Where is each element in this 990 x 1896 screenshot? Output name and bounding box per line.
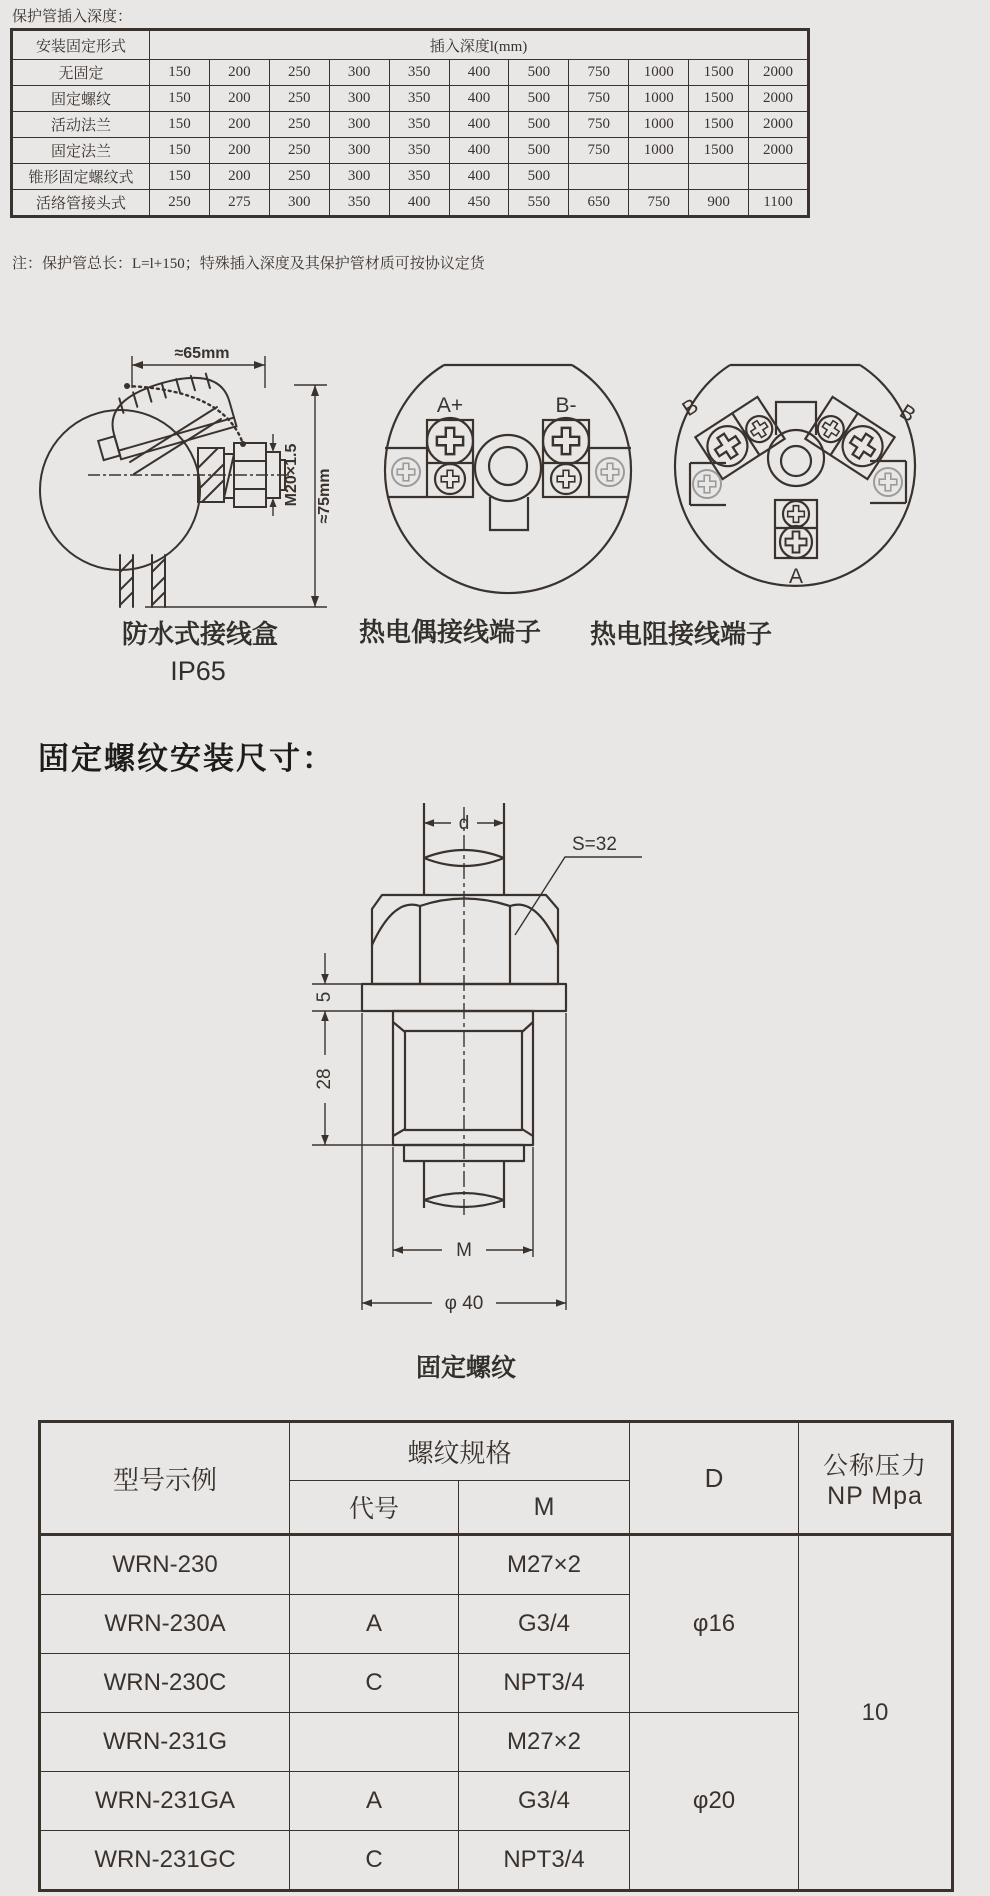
stem <box>120 555 165 607</box>
table-cell: 200 <box>209 86 269 112</box>
terminal-a-label: A <box>788 565 804 588</box>
terminal-block-b2 <box>805 397 894 479</box>
terminal-a-label: A+ <box>436 394 464 417</box>
m-cell: G3/4 <box>459 1595 630 1654</box>
table-cell: 750 <box>629 190 689 217</box>
d-header: D <box>630 1422 799 1535</box>
code-header: 代号 <box>290 1481 459 1535</box>
table-row <box>12 190 809 217</box>
model-cell: WRN-231GA <box>40 1772 290 1831</box>
table-cell: 750 <box>569 138 629 164</box>
table-cell: 550 <box>509 190 569 217</box>
table-cell: 350 <box>389 112 449 138</box>
code-cell: C <box>290 1831 459 1891</box>
terminal-disc <box>385 365 631 593</box>
row-label: 活络管接头式 <box>12 190 150 217</box>
table-note: 注：保护管总长：L=l+150；特殊插入深度及其保护管材质可按协议定货 <box>12 256 485 272</box>
m-header: M <box>459 1481 630 1535</box>
table-cell: 275 <box>209 190 269 217</box>
table-cell: 2000 <box>749 112 809 138</box>
table-cell: 150 <box>150 112 210 138</box>
table-cell: 1000 <box>629 86 689 112</box>
table-cell: 450 <box>449 190 509 217</box>
table-cell: 2000 <box>749 138 809 164</box>
table-cell: 1000 <box>629 60 689 86</box>
thread-size-label: M20×1.5 <box>283 443 300 507</box>
table-cell: 900 <box>689 190 749 217</box>
terminal-b2-label: B <box>895 400 920 428</box>
height-dimension-label: ≈75mm <box>316 468 333 524</box>
table-cell: 1500 <box>689 112 749 138</box>
terminal-block-a <box>427 418 473 497</box>
corner-header: 安装固定形式 <box>12 30 150 60</box>
model-cell: WRN-231GC <box>40 1831 290 1891</box>
pressure-header-line2: NP Mpa <box>827 1481 923 1510</box>
table-row <box>12 138 809 164</box>
junction-box-drawing <box>30 340 340 615</box>
model-cell: WRN-231G <box>40 1713 290 1772</box>
table-row <box>12 86 809 112</box>
table-cell: 200 <box>209 138 269 164</box>
table-cell: 300 <box>329 112 389 138</box>
table-cell: 300 <box>329 164 389 190</box>
table-cell: 300 <box>329 138 389 164</box>
model-cell: WRN-230 <box>40 1535 290 1595</box>
table-cell: 250 <box>150 190 210 217</box>
table-cell: 300 <box>329 60 389 86</box>
table-cell: 1500 <box>689 60 749 86</box>
depth-header: 插入深度l(mm) <box>150 30 809 60</box>
table-cell: 300 <box>269 190 329 217</box>
table-cell: 250 <box>269 86 329 112</box>
dim-5-label: 5 <box>314 991 335 1003</box>
table-cell: 250 <box>269 138 329 164</box>
rtd-terminal-caption: 热电阻接线端子 <box>589 619 773 649</box>
dim-s-label: S=32 <box>572 834 617 855</box>
pressure-header <box>799 1422 953 1535</box>
table-cell: 1500 <box>689 86 749 112</box>
table-cell: 400 <box>449 164 509 190</box>
table-cell: 1100 <box>749 190 809 217</box>
code-cell: A <box>290 1595 459 1654</box>
table-cell: 300 <box>329 86 389 112</box>
table-cell: 1500 <box>689 138 749 164</box>
table-cell: 2000 <box>749 60 809 86</box>
table-cell: 350 <box>389 138 449 164</box>
row-label: 固定法兰 <box>12 138 150 164</box>
table-cell: 500 <box>509 86 569 112</box>
m-cell: NPT3/4 <box>459 1831 630 1891</box>
code-cell <box>290 1535 459 1595</box>
center-keyhole <box>475 435 541 530</box>
head-cap <box>88 367 237 464</box>
table-cell: 1000 <box>629 138 689 164</box>
m-cell: NPT3/4 <box>459 1654 630 1713</box>
table-cell: 750 <box>569 86 629 112</box>
model-cell: WRN-230A <box>40 1595 290 1654</box>
terminal-block-b <box>543 418 589 497</box>
table-row <box>40 1535 953 1595</box>
terminal-b1-label: B <box>678 394 703 422</box>
row-label: 锥形固定螺纹式 <box>12 164 150 190</box>
table-cell: 150 <box>150 138 210 164</box>
row-label: 固定螺纹 <box>12 86 150 112</box>
m-cell: G3/4 <box>459 1772 630 1831</box>
table-cell: 2000 <box>749 86 809 112</box>
row-label: 无固定 <box>12 60 150 86</box>
table-cell: 200 <box>209 60 269 86</box>
thread-section <box>393 1011 533 1145</box>
table-cell <box>629 164 689 190</box>
table-cell: 750 <box>569 112 629 138</box>
table-cell: 500 <box>509 164 569 190</box>
dim-d-label: d <box>458 813 470 834</box>
table-cell: 650 <box>569 190 629 217</box>
rtd-terminal-drawing <box>650 295 960 600</box>
model-cell: WRN-230C <box>40 1654 290 1713</box>
fitting-caption: 固定螺纹 <box>415 1354 517 1382</box>
table-cell: 500 <box>509 112 569 138</box>
code-cell: C <box>290 1654 459 1713</box>
thermocouple-terminal-drawing <box>330 298 645 598</box>
table-cell: 750 <box>569 60 629 86</box>
d-value-cell: φ20 <box>630 1713 799 1891</box>
table-cell <box>749 164 809 190</box>
table-cell: 400 <box>389 190 449 217</box>
fixed-thread-drawing <box>280 795 660 1340</box>
table-row <box>12 112 809 138</box>
table-cell: 250 <box>269 60 329 86</box>
code-cell: A <box>290 1772 459 1831</box>
m-cell: M27×2 <box>459 1713 630 1772</box>
m-cell: M27×2 <box>459 1535 630 1595</box>
table-cell: 200 <box>209 164 269 190</box>
table-cell: 1000 <box>629 112 689 138</box>
dim-m-label: M <box>456 1240 472 1261</box>
junction-box-caption: 防水式接线盒 <box>121 619 279 649</box>
table-cell: 500 <box>509 138 569 164</box>
table-header-row <box>40 1422 953 1481</box>
table-cell: 200 <box>209 112 269 138</box>
terminal-block-b1 <box>695 397 784 479</box>
dim-28-label: 28 <box>314 1068 335 1090</box>
code-cell <box>290 1713 459 1772</box>
table-cell: 500 <box>509 60 569 86</box>
table-cell: 150 <box>150 164 210 190</box>
terminal-block-a <box>775 500 817 558</box>
table-cell: 250 <box>269 164 329 190</box>
tc-terminal-caption: 热电偶接线端子 <box>358 617 542 647</box>
model-spec-table <box>38 1420 954 1892</box>
table-cell: 400 <box>449 86 509 112</box>
width-dimension-label: ≈65mm <box>174 345 230 362</box>
table-cell: 350 <box>389 86 449 112</box>
table-cell <box>689 164 749 190</box>
table-cell: 350 <box>389 60 449 86</box>
pressure-value-cell: 10 <box>799 1535 953 1891</box>
dim-phi40-label: φ 40 <box>444 1293 484 1314</box>
hex-nut <box>372 895 558 984</box>
table-cell <box>569 164 629 190</box>
table-cell: 400 <box>449 112 509 138</box>
table-cell: 400 <box>449 138 509 164</box>
row-label: 活动法兰 <box>12 112 150 138</box>
table-cell: 150 <box>150 60 210 86</box>
section-title: 固定螺纹安装尺寸： <box>38 741 335 776</box>
table-cell: 350 <box>389 164 449 190</box>
d-value-cell: φ16 <box>630 1535 799 1713</box>
insertion-depth-table <box>10 28 810 218</box>
table-cell: 150 <box>150 86 210 112</box>
table-row <box>12 60 809 86</box>
table-cell: 400 <box>449 60 509 86</box>
pressure-header-line1: 公称压力 <box>823 1451 928 1480</box>
cap-chain <box>127 386 243 444</box>
ip-rating: IP65 <box>170 656 226 686</box>
table-row <box>12 164 809 190</box>
table-header-row <box>12 30 809 60</box>
table-cell: 350 <box>329 190 389 217</box>
table-cell: 250 <box>269 112 329 138</box>
thread-spec-header: 螺纹规格 <box>290 1422 630 1481</box>
terminal-b-label: B- <box>555 394 577 417</box>
page-title: 保护管插入深度： <box>12 9 133 25</box>
model-header: 型号示例 <box>40 1422 290 1535</box>
